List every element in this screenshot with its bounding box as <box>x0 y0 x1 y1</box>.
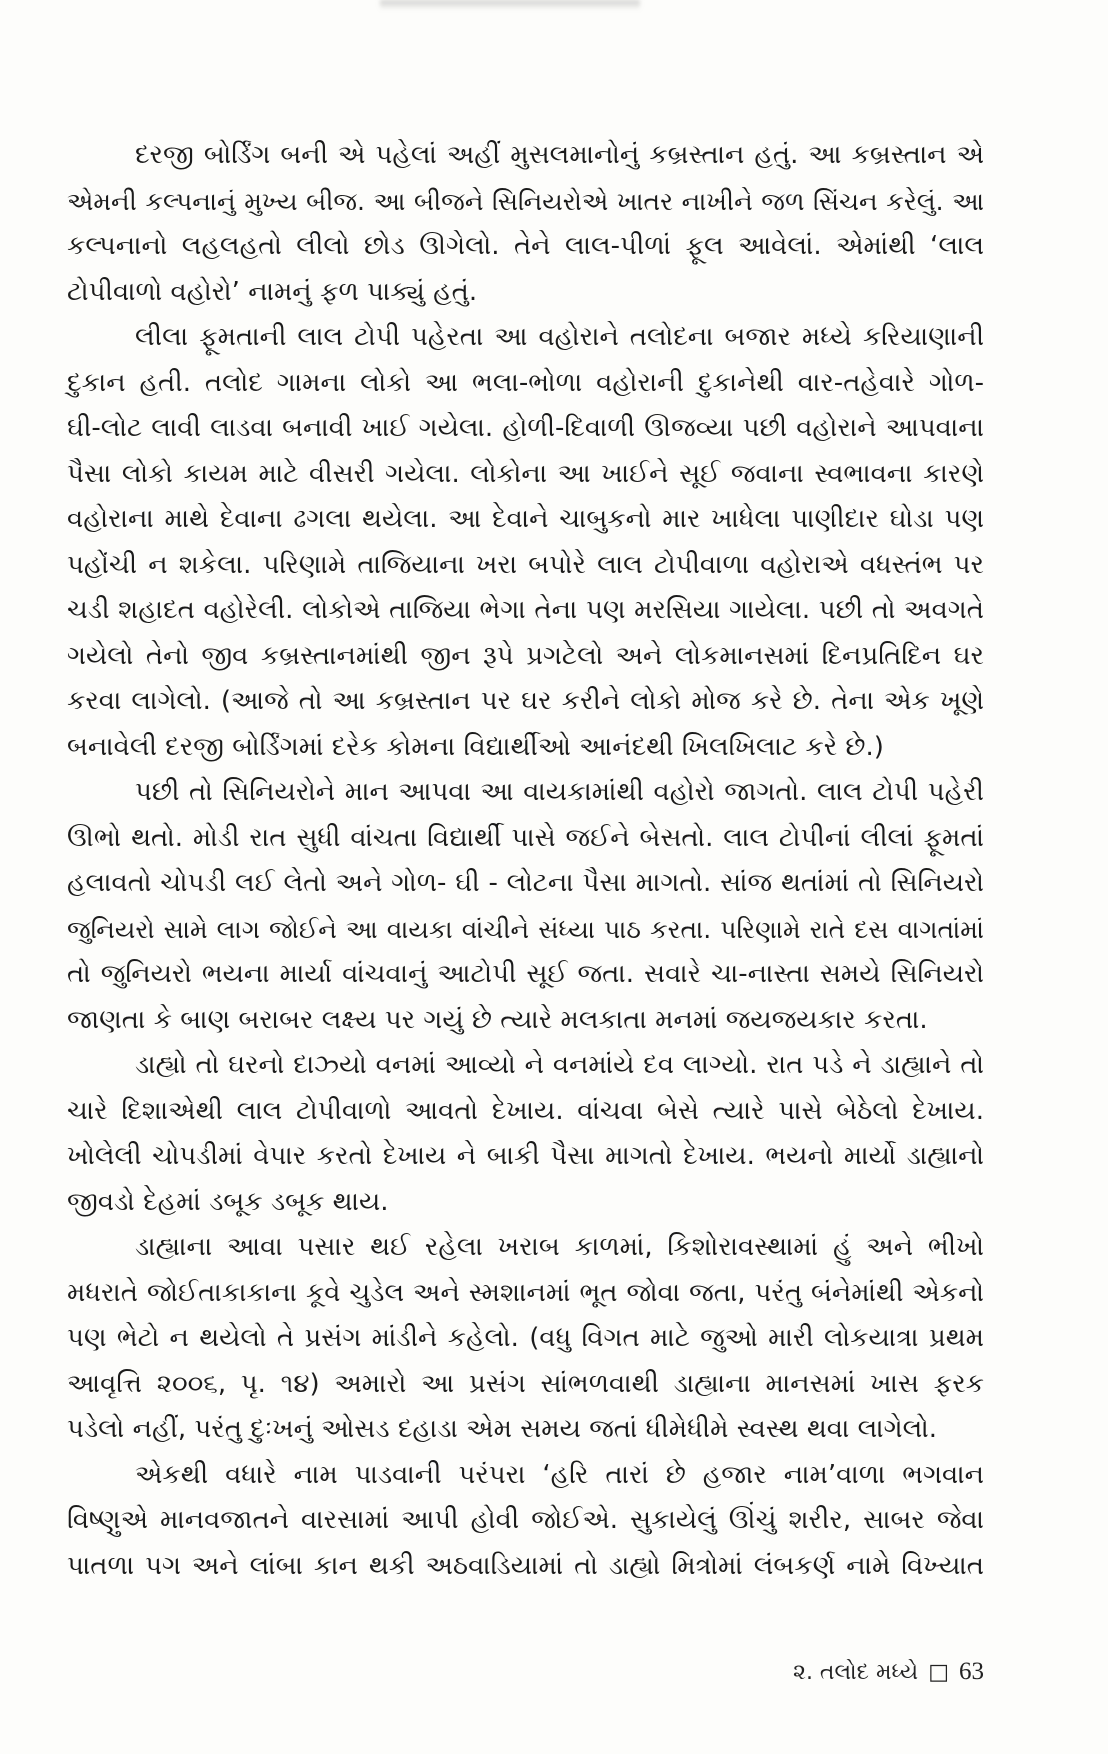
scan-edge-smudge <box>380 0 640 10</box>
text-line: પાતળા પગ અને લાંબા કાન થકી અઠવાડિયામાં તો ડાહ્યો મિત્રોમાં લંબકર્ણ નામે વિખ્યાત <box>67 1550 984 1581</box>
footer-chapter-title: ૨. તલોદ મધ્યે <box>793 1659 919 1685</box>
running-footer <box>793 1658 984 1686</box>
text-line: લીલા ફૂમતાની લાલ ટોપી પહેરતા આ વહોરાને તલોદના બજાર મધ્યે કરિયાણાની <box>135 322 984 352</box>
paragraph <box>67 1453 984 1590</box>
paragraph <box>67 1225 984 1453</box>
footer-square-ornament: □ <box>928 1659 949 1685</box>
text-line: વિષ્ણુએ માનવજાતને વારસામાં આપી હોવી જોઈએ. સુકાયેલું ઊંચું શરીર, સાબર જેવા <box>67 1505 984 1535</box>
text-line: કલ્પનાનો લહલહતો લીલો છોડ ઊગેલો. તેને લાલ-પીળાં ફૂલ આવેલાં. એમાંથી ‘લાલ <box>67 231 984 261</box>
text-line: મધરાતે જોઈતાકાકાના કૂવે ચુડેલ અને સ્મશાનમાં ભૂત જોવા જતા, પરંતુ બંનેમાંથી એકનો <box>67 1277 984 1308</box>
text-line: પણ ભેટો ન થયેલો તે પ્રસંગ માંડીને કહેલો. (વધુ વિગત માટે જુઓ મારી લોકયાત્રા પ્રથમ <box>67 1323 984 1353</box>
text-line: કરવા લાગેલો. (આજે તો આ કબ્રસ્તાન પર ઘર કરીને લોકો મોજ કરે છે. તેના એક ખૂણે <box>67 686 984 716</box>
text-line: એકથી વધારે નામ પાડવાની પરંપરા ‘હરિ તારાં છે હજાર નામ’વાળા ભગવાન <box>135 1459 984 1490</box>
text-line: પછી તો સિનિયરોને માન આપવા આ વાયકામાંથી વહોરો જાગતો. લાલ ટોપી પહેરી <box>135 777 984 807</box>
text-line: વહોરાના માથે દેવાના ઢગલા થયેલા. આ દેવાને ચાબુકનો માર ખાધેલા પાણીદાર ઘોડા પણ <box>67 504 984 534</box>
text-line: દરજી બોર્ડિંગ બની એ પહેલાં અહીં મુસલમાનોનું કબ્રસ્તાન હતું. આ કબ્રસ્તાન એ <box>135 140 984 170</box>
text-line: ગયેલો તેનો જીવ કબ્રસ્તાનમાંથી જીન રૂપે પ્રગટેલો અને લોકમાનસમાં દિનપ્રતિદિન ઘર <box>67 640 984 671</box>
text-line: પહોંચી ન શકેલા. પરિણામે તાજિયાના ખરા બપોરે લાલ ટોપીવાળા વહોરાએ વધસ્તંભ પર <box>67 549 984 580</box>
text-line: હલાવતો ચોપડી લઈ લેતો અને ગોળ- ઘી - લોટના પૈસા માગતો. સાંજ થતાંમાં તો સિનિયરો <box>67 868 984 898</box>
text-line: જાણતા કે બાણ બરાબર લક્ષ્ય પર ગયું છે ત્યારે મલકાતા મનમાં જયજયકાર કરતા. <box>67 1004 928 1035</box>
text-line: ઘી-લોટ લાવી લાડવા બનાવી ખાઈ ગયેલા. હોળી-દિવાળી ઊજવ્યા પછી વહોરાને આપવાના <box>67 413 984 443</box>
text-line: ચડી શહાદત વહોરેલી. લોકોએ તાજિયા ભેગા તેના પણ મરસિયા ગાયેલા. પછી તો અવગતે <box>67 595 984 625</box>
text-line: જુનિયરો સામે લાગ જોઈને આ વાયકા વાંચીને સંધ્યા પાઠ કરતા. પરિણામે રાતે દસ વાગતાંમાં <box>67 914 984 944</box>
text-line: જીવડો દેહમાં ડબૂક ડબૂક થાય. <box>67 1186 389 1217</box>
text-line: ડાહ્યાના આવા પસાર થઈ રહેલા ખરાબ કાળમાં, કિશોરાવસ્થામાં હું અને ભીખો <box>135 1232 984 1262</box>
text-line: ટોપીવાળો વહોરો’ નામનું ફળ પાક્યું હતું. <box>67 276 478 307</box>
text-line: દુકાન હતી. તલોદ ગામના લોકો આ ભલા-ભોળા વહોરાની દુકાનેથી વાર-તહેવારે ગોળ- <box>67 367 984 398</box>
paragraph <box>67 133 984 315</box>
text-line: ચારે દિશાએથી લાલ ટોપીવાળો આવતો દેખાય. વાંચવા બેસે ત્યારે પાસે બેઠેલો દેખાય. <box>67 1095 984 1126</box>
paragraph <box>67 315 984 770</box>
paragraph <box>67 1043 984 1225</box>
text-line: ખોલેલી ચોપડીમાં વેપાર કરતો દેખાય ને બાકી પૈસા માગતો દેખાય. ભયનો માર્યો ડાહ્યાનો <box>67 1141 984 1171</box>
paragraph <box>67 770 984 1043</box>
text-line: તો જુનિયરો ભયના માર્યા વાંચવાનું આટોપી સૂઈ જતા. સવારે ચા-નાસ્તા સમયે સિનિયરો <box>67 959 984 989</box>
text-line: એમની કલ્પનાનું મુખ્ય બીજ. આ બીજને સિનિયરોએ ખાતર નાખીને જળ સિંચન કરેલું. આ <box>67 186 984 216</box>
text-line: આવૃત્તિ ૨૦૦૬, પૃ. ૧૪) અમારો આ પ્રસંગ સાંભળવાથી ડાહ્યાના માનસમાં ખાસ ફરક <box>67 1368 984 1399</box>
body-text <box>67 133 984 1589</box>
page-number: 63 <box>959 1658 984 1685</box>
text-line: ડાહ્યો તો ઘરનો દાઝ્યો વનમાં આવ્યો ને વનમાંયે દવ લાગ્યો. રાત પડે ને ડાહ્યાને તો <box>135 1050 984 1080</box>
text-line: પડેલો નહીં, પરંતુ દુઃખનું ઓસડ દહાડા એમ સમય જતાં ધીમેધીમે સ્વસ્થ થવા લાગેલો. <box>67 1414 938 1444</box>
text-line: બનાવેલી દરજી બોર્ડિંગમાં દરેક કોમના વિદ્યાર્થીઓ આનંદથી ખિલખિલાટ કરે છે.) <box>67 731 884 762</box>
text-line: ઊભો થતો. મોડી રાત સુધી વાંચતા વિદ્યાર્થી પાસે જઈને બેસતો. લાલ ટોપીનાં લીલાં ફૂમતાં <box>67 822 984 853</box>
text-line: પૈસા લોકો કાયમ માટે વીસરી ગયેલા. લોકોના આ ખાઈને સૂઈ જવાના સ્વભાવના કારણે <box>67 458 984 489</box>
